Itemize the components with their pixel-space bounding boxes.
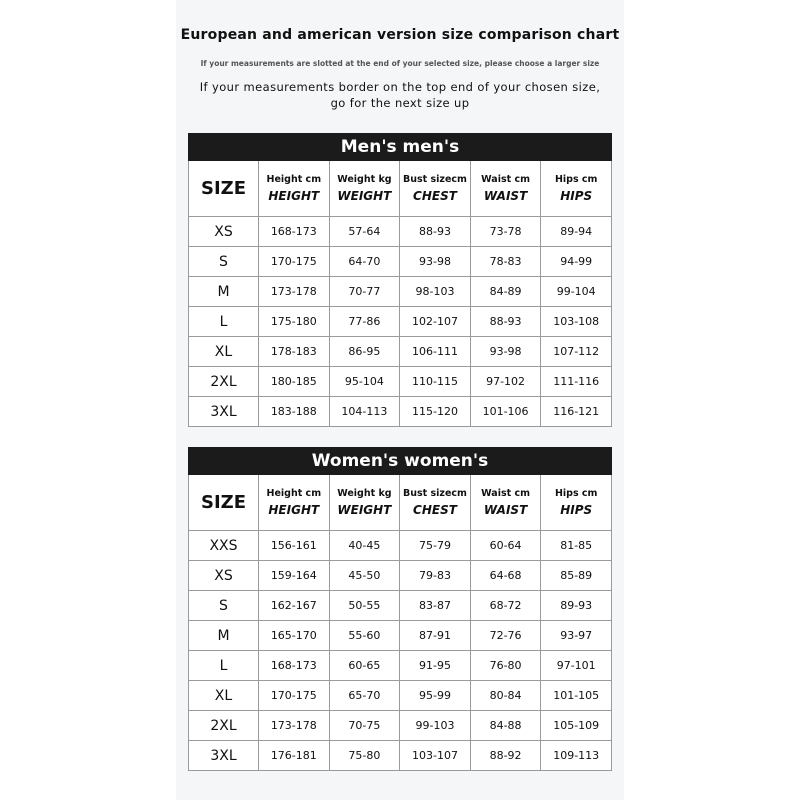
height-value: 175-180 bbox=[259, 307, 330, 337]
chest-value: 106-111 bbox=[400, 337, 471, 367]
waist-value: 72-76 bbox=[470, 621, 541, 651]
height-value: 168-173 bbox=[259, 651, 330, 681]
height-value: 165-170 bbox=[259, 621, 330, 651]
table-row bbox=[189, 711, 612, 741]
women-waist-header-unit: Waist cm bbox=[481, 488, 530, 499]
men-hips-header-unit: Hips cm bbox=[554, 174, 598, 185]
men-waist-header-unit: Waist cm bbox=[481, 174, 530, 185]
table-row bbox=[189, 531, 612, 561]
size-label: 3XL bbox=[189, 741, 259, 771]
height-value: 168-173 bbox=[259, 217, 330, 247]
table-row bbox=[189, 561, 612, 591]
size-label: XS bbox=[189, 217, 259, 247]
men-waist-header bbox=[470, 161, 541, 217]
women-hips-header bbox=[541, 475, 612, 531]
table-row bbox=[189, 247, 612, 277]
hips-value: 111-116 bbox=[541, 367, 612, 397]
hips-value: 97-101 bbox=[541, 651, 612, 681]
sizing-note: If your measurements are slotted at the end of your selected size, please choose a larger size bbox=[200, 59, 600, 68]
weight-value: 70-77 bbox=[329, 277, 400, 307]
sizing-advice-line-2: go for the next size up bbox=[330, 96, 470, 110]
waist-value: 76-80 bbox=[470, 651, 541, 681]
weight-value: 45-50 bbox=[329, 561, 400, 591]
waist-value: 88-93 bbox=[470, 307, 541, 337]
height-value: 183-188 bbox=[259, 397, 330, 427]
waist-value: 60-64 bbox=[470, 531, 541, 561]
size-label: S bbox=[189, 247, 259, 277]
hips-value: 103-108 bbox=[541, 307, 612, 337]
women-size-header: SIZE bbox=[189, 475, 259, 531]
weight-value: 75-80 bbox=[329, 741, 400, 771]
chest-value: 75-79 bbox=[400, 531, 471, 561]
men-chest-header-unit: Bust sizecm bbox=[403, 174, 467, 185]
women-chest-header-unit: Bust sizecm bbox=[403, 488, 467, 499]
waist-value: 101-106 bbox=[470, 397, 541, 427]
women-height-header-label: HEIGHT bbox=[268, 503, 320, 517]
size-label: XL bbox=[189, 337, 259, 367]
women-hips-header-unit: Hips cm bbox=[554, 488, 598, 499]
size-label: 2XL bbox=[189, 367, 259, 397]
men-height-header bbox=[259, 161, 330, 217]
hips-value: 94-99 bbox=[541, 247, 612, 277]
women-size-table bbox=[188, 447, 612, 771]
waist-value: 68-72 bbox=[470, 591, 541, 621]
table-row bbox=[189, 741, 612, 771]
men-hips-header-label: HIPS bbox=[560, 189, 593, 203]
chest-value: 98-103 bbox=[400, 277, 471, 307]
size-label: S bbox=[189, 591, 259, 621]
chest-value: 93-98 bbox=[400, 247, 471, 277]
weight-value: 60-65 bbox=[329, 651, 400, 681]
size-label: XXS bbox=[189, 531, 259, 561]
hips-value: 116-121 bbox=[541, 397, 612, 427]
page-title: European and american version size comparison chart bbox=[180, 27, 620, 43]
women-chest-header bbox=[400, 475, 471, 531]
size-label: L bbox=[189, 307, 259, 337]
table-row bbox=[189, 681, 612, 711]
size-label: L bbox=[189, 651, 259, 681]
chest-value: 79-83 bbox=[400, 561, 471, 591]
chest-value: 115-120 bbox=[400, 397, 471, 427]
size-label: 3XL bbox=[189, 397, 259, 427]
chest-value: 102-107 bbox=[400, 307, 471, 337]
chest-value: 103-107 bbox=[400, 741, 471, 771]
waist-value: 84-88 bbox=[470, 711, 541, 741]
women-chest-header-label: CHEST bbox=[413, 503, 457, 517]
waist-value: 78-83 bbox=[470, 247, 541, 277]
height-value: 180-185 bbox=[259, 367, 330, 397]
weight-value: 77-86 bbox=[329, 307, 400, 337]
table-row bbox=[189, 621, 612, 651]
height-value: 170-175 bbox=[259, 247, 330, 277]
hips-value: 85-89 bbox=[541, 561, 612, 591]
weight-value: 50-55 bbox=[329, 591, 400, 621]
table-row bbox=[189, 397, 612, 427]
men-size-table bbox=[188, 133, 612, 427]
table-row bbox=[189, 277, 612, 307]
waist-value: 80-84 bbox=[470, 681, 541, 711]
hips-value: 93-97 bbox=[541, 621, 612, 651]
table-row bbox=[189, 367, 612, 397]
weight-value: 95-104 bbox=[329, 367, 400, 397]
height-value: 159-164 bbox=[259, 561, 330, 591]
height-value: 173-178 bbox=[259, 711, 330, 741]
weight-value: 64-70 bbox=[329, 247, 400, 277]
men-chest-header-label: CHEST bbox=[413, 189, 457, 203]
women-weight-header-unit: Weight kg bbox=[337, 488, 392, 499]
height-value: 176-181 bbox=[259, 741, 330, 771]
weight-value: 65-70 bbox=[329, 681, 400, 711]
size-label: 2XL bbox=[189, 711, 259, 741]
weight-value: 104-113 bbox=[329, 397, 400, 427]
sizing-advice bbox=[176, 79, 624, 111]
table-row bbox=[189, 591, 612, 621]
height-value: 156-161 bbox=[259, 531, 330, 561]
waist-value: 93-98 bbox=[470, 337, 541, 367]
size-label: M bbox=[189, 277, 259, 307]
height-value: 170-175 bbox=[259, 681, 330, 711]
waist-value: 84-89 bbox=[470, 277, 541, 307]
size-label: XL bbox=[189, 681, 259, 711]
waist-value: 88-92 bbox=[470, 741, 541, 771]
men-weight-header-unit: Weight kg bbox=[337, 174, 392, 185]
men-hips-header bbox=[541, 161, 612, 217]
hips-value: 101-105 bbox=[541, 681, 612, 711]
chest-value: 110-115 bbox=[400, 367, 471, 397]
weight-value: 57-64 bbox=[329, 217, 400, 247]
chest-value: 88-93 bbox=[400, 217, 471, 247]
men-size-header: SIZE bbox=[189, 161, 259, 217]
hips-value: 99-104 bbox=[541, 277, 612, 307]
height-value: 173-178 bbox=[259, 277, 330, 307]
table-row bbox=[189, 651, 612, 681]
women-waist-header bbox=[470, 475, 541, 531]
men-weight-header bbox=[329, 161, 400, 217]
women-weight-header bbox=[329, 475, 400, 531]
hips-value: 89-93 bbox=[541, 591, 612, 621]
size-label: XS bbox=[189, 561, 259, 591]
hips-value: 107-112 bbox=[541, 337, 612, 367]
hips-value: 81-85 bbox=[541, 531, 612, 561]
women-weight-header-label: WEIGHT bbox=[337, 503, 392, 517]
waist-value: 73-78 bbox=[470, 217, 541, 247]
men-weight-header-label: WEIGHT bbox=[337, 189, 392, 203]
weight-value: 70-75 bbox=[329, 711, 400, 741]
women-waist-header-label: WAIST bbox=[483, 503, 528, 517]
men-table-banner: Men's men's bbox=[189, 134, 612, 161]
women-table-banner: Women's women's bbox=[189, 448, 612, 475]
men-height-header-unit: Height cm bbox=[266, 174, 322, 185]
men-height-header-label: HEIGHT bbox=[268, 189, 320, 203]
chest-value: 99-103 bbox=[400, 711, 471, 741]
table-row bbox=[189, 217, 612, 247]
hips-value: 109-113 bbox=[541, 741, 612, 771]
hips-value: 89-94 bbox=[541, 217, 612, 247]
table-row bbox=[189, 337, 612, 367]
sizing-advice-line-1: If your measurements border on the top end of your chosen size, bbox=[199, 80, 601, 94]
hips-value: 105-109 bbox=[541, 711, 612, 741]
women-hips-header-label: HIPS bbox=[560, 503, 593, 517]
men-waist-header-label: WAIST bbox=[483, 189, 528, 203]
waist-value: 97-102 bbox=[470, 367, 541, 397]
women-height-header-unit: Height cm bbox=[266, 488, 322, 499]
height-value: 178-183 bbox=[259, 337, 330, 367]
chest-value: 95-99 bbox=[400, 681, 471, 711]
weight-value: 40-45 bbox=[329, 531, 400, 561]
women-height-header bbox=[259, 475, 330, 531]
chest-value: 83-87 bbox=[400, 591, 471, 621]
weight-value: 86-95 bbox=[329, 337, 400, 367]
height-value: 162-167 bbox=[259, 591, 330, 621]
chest-value: 91-95 bbox=[400, 651, 471, 681]
table-row bbox=[189, 307, 612, 337]
chest-value: 87-91 bbox=[400, 621, 471, 651]
men-chest-header bbox=[400, 161, 471, 217]
waist-value: 64-68 bbox=[470, 561, 541, 591]
size-label: M bbox=[189, 621, 259, 651]
weight-value: 55-60 bbox=[329, 621, 400, 651]
